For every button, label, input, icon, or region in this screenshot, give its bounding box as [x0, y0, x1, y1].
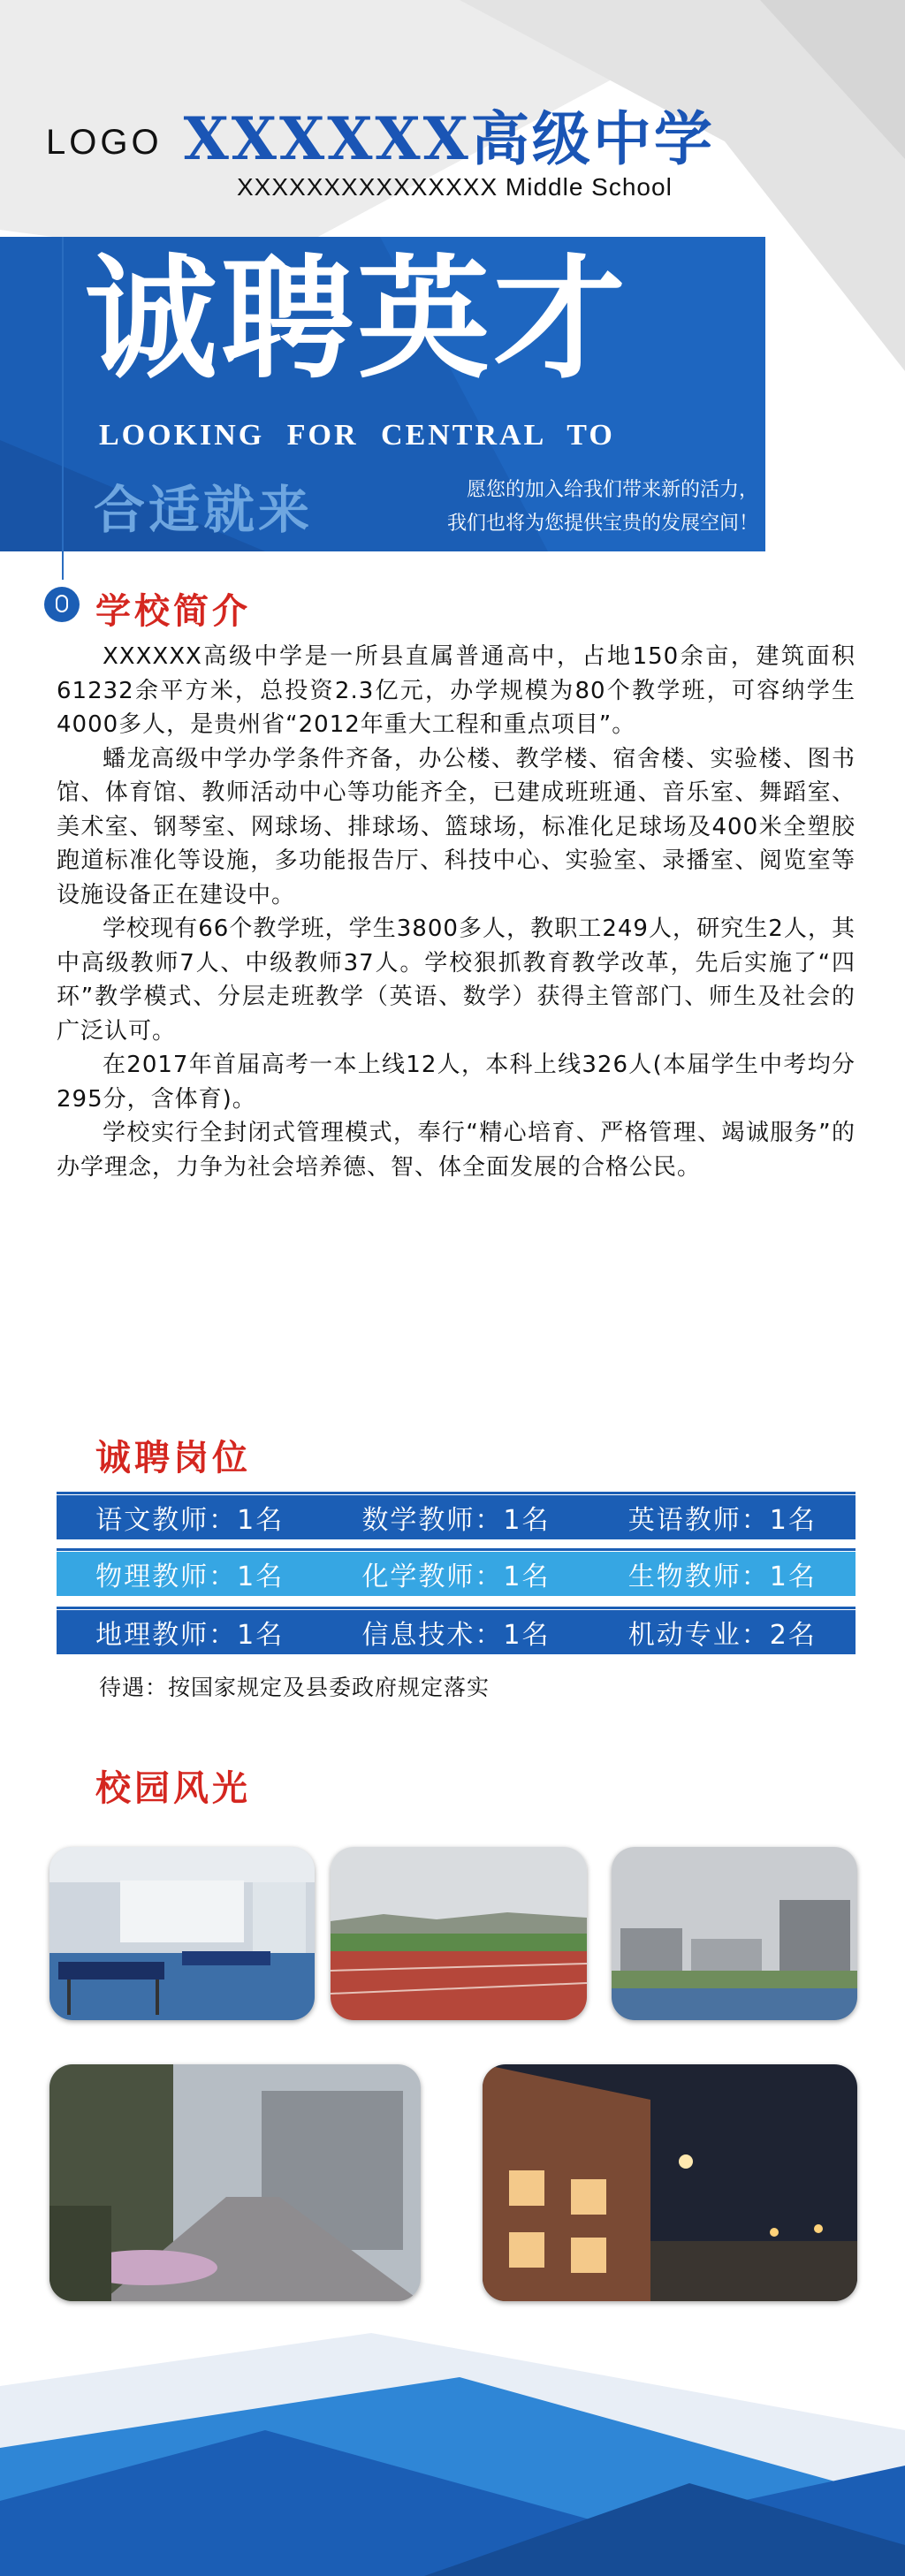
photo-campus-buildings [612, 1847, 857, 2020]
position-item: 化学教师：1名 [361, 1562, 551, 1592]
intro-paragraph: 学校现有66个教学班，学生3800多人，教职工249人，研究生2人，其中高级教师7人、中级教师37人。学校狠抓教育教学改革，先后实施了“四环”教学模式、分层走班教学（英语、数学）获得主管部门、师生及社会的广泛认可。 [57, 916, 856, 1045]
position-row [57, 1610, 856, 1654]
recruit-banner [0, 237, 765, 551]
position-item: 机动专业：2名 [627, 1620, 817, 1651]
position-item: 物理教师：1名 [95, 1562, 285, 1592]
position-item: 语文教师：1名 [95, 1505, 285, 1536]
benefit-text: 待遇：按国家规定及县委政府规定落实 [99, 1675, 491, 1700]
intro-title: 学校简介 [95, 591, 251, 632]
banner-title: 诚聘英才 [85, 243, 630, 397]
banner-english: LOOKING FOR CENTRAL TO [99, 419, 615, 452]
footer-decoration [0, 2298, 905, 2576]
accent-line [62, 237, 64, 580]
position-item: 英语教师：1名 [627, 1505, 817, 1536]
school-name-en: XXXXXXXXXXXXXXX Middle School [237, 173, 673, 201]
banner-subtitle: 合适就来 [94, 480, 314, 540]
position-row [57, 1495, 856, 1539]
photo-night-building [483, 2064, 857, 2301]
position-row [57, 1552, 856, 1596]
position-item: 生物教师：1名 [627, 1562, 817, 1592]
logo: LOGO [46, 123, 163, 162]
intro-paragraph: 蟠龙高级中学办学条件齐备，办公楼、教学楼、宿舍楼、实验楼、图书馆、体育馆、教师活动中心等功能齐全，已建成班班通、音乐室、舞蹈室、美术室、钢琴室、网球场、排球场、篮球场，标准化足球场及400米全塑胶跑道标准化等设施，多功能报告厅、科技中心、实验室、录播室、阅览室等设施设备正在建设中。 [57, 745, 856, 908]
school-header [46, 97, 715, 173]
photo-running-track [331, 1847, 587, 2020]
intro-paragraph: 在2017年首届高考一本上线12人，本科上线326人(本届学生中考均分295分，含体育)。 [57, 1052, 856, 1113]
intro-paragraph: 学校实行全封闭式管理模式，奉行“精心培育、严格管理、竭诚服务”的办学理念，力争为社会培养德、智、体全面发展的合格公民。 [57, 1120, 856, 1181]
campus-title: 校园风光 [95, 1768, 251, 1809]
position-item: 地理教师：1名 [95, 1620, 285, 1651]
positions-title: 诚聘岗位 [95, 1438, 251, 1478]
intro-paragraph: XXXXXX高级中学是一所县直属普通高中，占地150余亩，建筑面积61232余平方米，总投资2.3亿元，办学规模为80个教学班，可容纳学生4000多人，是贵州省“2012年重大工程和重点项目”。 [57, 643, 856, 738]
position-item: 信息技术：1名 [361, 1620, 551, 1651]
banner-desc-line2: 我们也将为您提供宝贵的发展空间！ [446, 513, 758, 535]
mouse-icon [44, 587, 80, 622]
intro-text [57, 640, 856, 1184]
banner-desc-line1: 愿您的加入给我们带来新的活力， [466, 479, 758, 501]
photo-campus-path [49, 2064, 421, 2301]
school-name-cn: XXXXXX高级中学 [183, 104, 715, 173]
position-item: 数学教师：1名 [361, 1505, 551, 1536]
photo-ping-pong-room [49, 1847, 315, 2020]
banner-description [361, 474, 758, 541]
